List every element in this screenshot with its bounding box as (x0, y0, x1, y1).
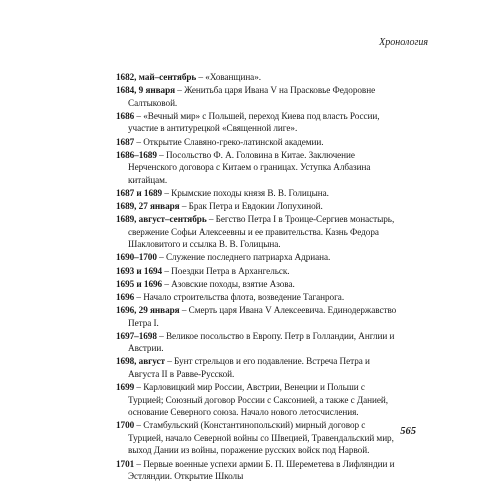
chronology-entry (116, 200, 398, 213)
chronology-entry (116, 458, 398, 483)
entry-text: – Открытие Славяно-греко-латинской академии. (134, 136, 324, 147)
chronology-entry (116, 110, 398, 135)
entry-date: 1696, 29 января (116, 304, 180, 315)
entry-date: 1686–1689 (116, 149, 157, 160)
entry-text: – Бунт стрельцов и его подавление. Встреча Петра и Августа II в Раввe-Русской. (128, 356, 370, 379)
entry-text: – Великое посольство в Европу. Петр в Голландии, Англии и Австрии. (128, 330, 395, 354)
entry-date: 1687 и 1689 (116, 187, 163, 198)
entry-date: 1700 (116, 420, 135, 431)
entry-date: 1689, 27 января (116, 201, 180, 212)
entry-date: 1682, май–сентябрь (116, 72, 197, 82)
chronology-list (116, 71, 398, 483)
entry-date: 1695 и 1696 (116, 278, 163, 289)
chronology-entry (116, 84, 398, 109)
entry-text: – Смерть царя Ивана V Алексеевича. Единодержавство Петра I. (128, 304, 397, 328)
chronology-entry (116, 251, 398, 264)
entry-date: 1689, август–сентябрь (116, 214, 207, 225)
entry-date: 1701 (116, 458, 135, 469)
entry-text: – Служение последнего патриарха Адриана. (156, 252, 331, 263)
chronology-entry (116, 291, 398, 304)
chronology-entry (116, 213, 398, 251)
chronology-entry (116, 278, 398, 291)
chronology-entry (116, 304, 398, 329)
entry-date: 1699 (116, 382, 135, 393)
entry-date: 1687 (116, 136, 135, 147)
entry-text: – Карловицкий мир России, Австрии, Венеции и Польши с Турцией; Союзный договор России с Саксонией, а также с Данией, основание Северного союза. Начало нового летосчисления. (128, 382, 388, 418)
entry-date: 1684, 9 января (116, 85, 176, 96)
chronology-entry (116, 187, 398, 200)
entry-text: – «Хованщина». (196, 72, 262, 82)
chronology-entry (116, 149, 398, 187)
entry-date: 1698, август (116, 356, 165, 367)
chronology-entry (116, 71, 398, 84)
chronology-entry (116, 136, 398, 149)
chronology-entry (116, 330, 398, 355)
entry-text: – Крымские походы князя В. В. Голицына. (162, 187, 329, 198)
entry-date: 1686 (116, 110, 135, 121)
chronology-entry (116, 355, 398, 380)
chronology-entry (116, 419, 398, 457)
entry-text: – Женитьба царя Ивана V на Прасковье Федоровне Салтыковой. (128, 85, 376, 108)
chronology-entry (116, 381, 398, 419)
page-number: 565 (400, 426, 416, 437)
entry-text: – Начало строительства флота, возведение Таганрога. (134, 291, 345, 302)
entry-text: – Первые военные успехи армии Б. П. Шереметева в Лифляндии и Эстляндии. Открытие Школы (128, 458, 395, 482)
entry-text: – Стамбульский (Константинопольский) мирный договор с Турцией, начало Северной войны со Швецией, Травендальский мир, выход Дании из войны, поражение русских войск под Нарвой. (128, 420, 394, 456)
entry-date: 1696 (116, 291, 135, 302)
entry-text: – Посольство Ф. А. Головина в Китае. Заключение Нерченского договора с Китаем о границах. Уступка Албазина китайцам. (128, 149, 371, 185)
entry-text: – Бегство Петра I в Троице-Сергиев монастырь, свержение Софьи Алексеевны и ее правительства. Казнь Федора Шакловитого и ссылка В. В. Голицына. (128, 214, 395, 250)
entry-date: 1697–1698 (116, 330, 157, 341)
entry-text: – Азовские походы, взятие Азова. (162, 278, 295, 289)
entry-date: 1690–1700 (116, 252, 157, 263)
entry-text: – Брак Петра и Евдокии Лопухиной. (179, 201, 323, 212)
chronology-entry (116, 265, 398, 278)
entry-date: 1693 и 1694 (116, 265, 163, 276)
running-head: Хронология (379, 37, 428, 48)
entry-text: – Поездки Петра в Архангельск. (162, 265, 290, 276)
entry-text: – «Вечный мир» с Польшей, переход Киева под власть России, участие в антитурецкой «Священной лиге». (128, 110, 380, 134)
